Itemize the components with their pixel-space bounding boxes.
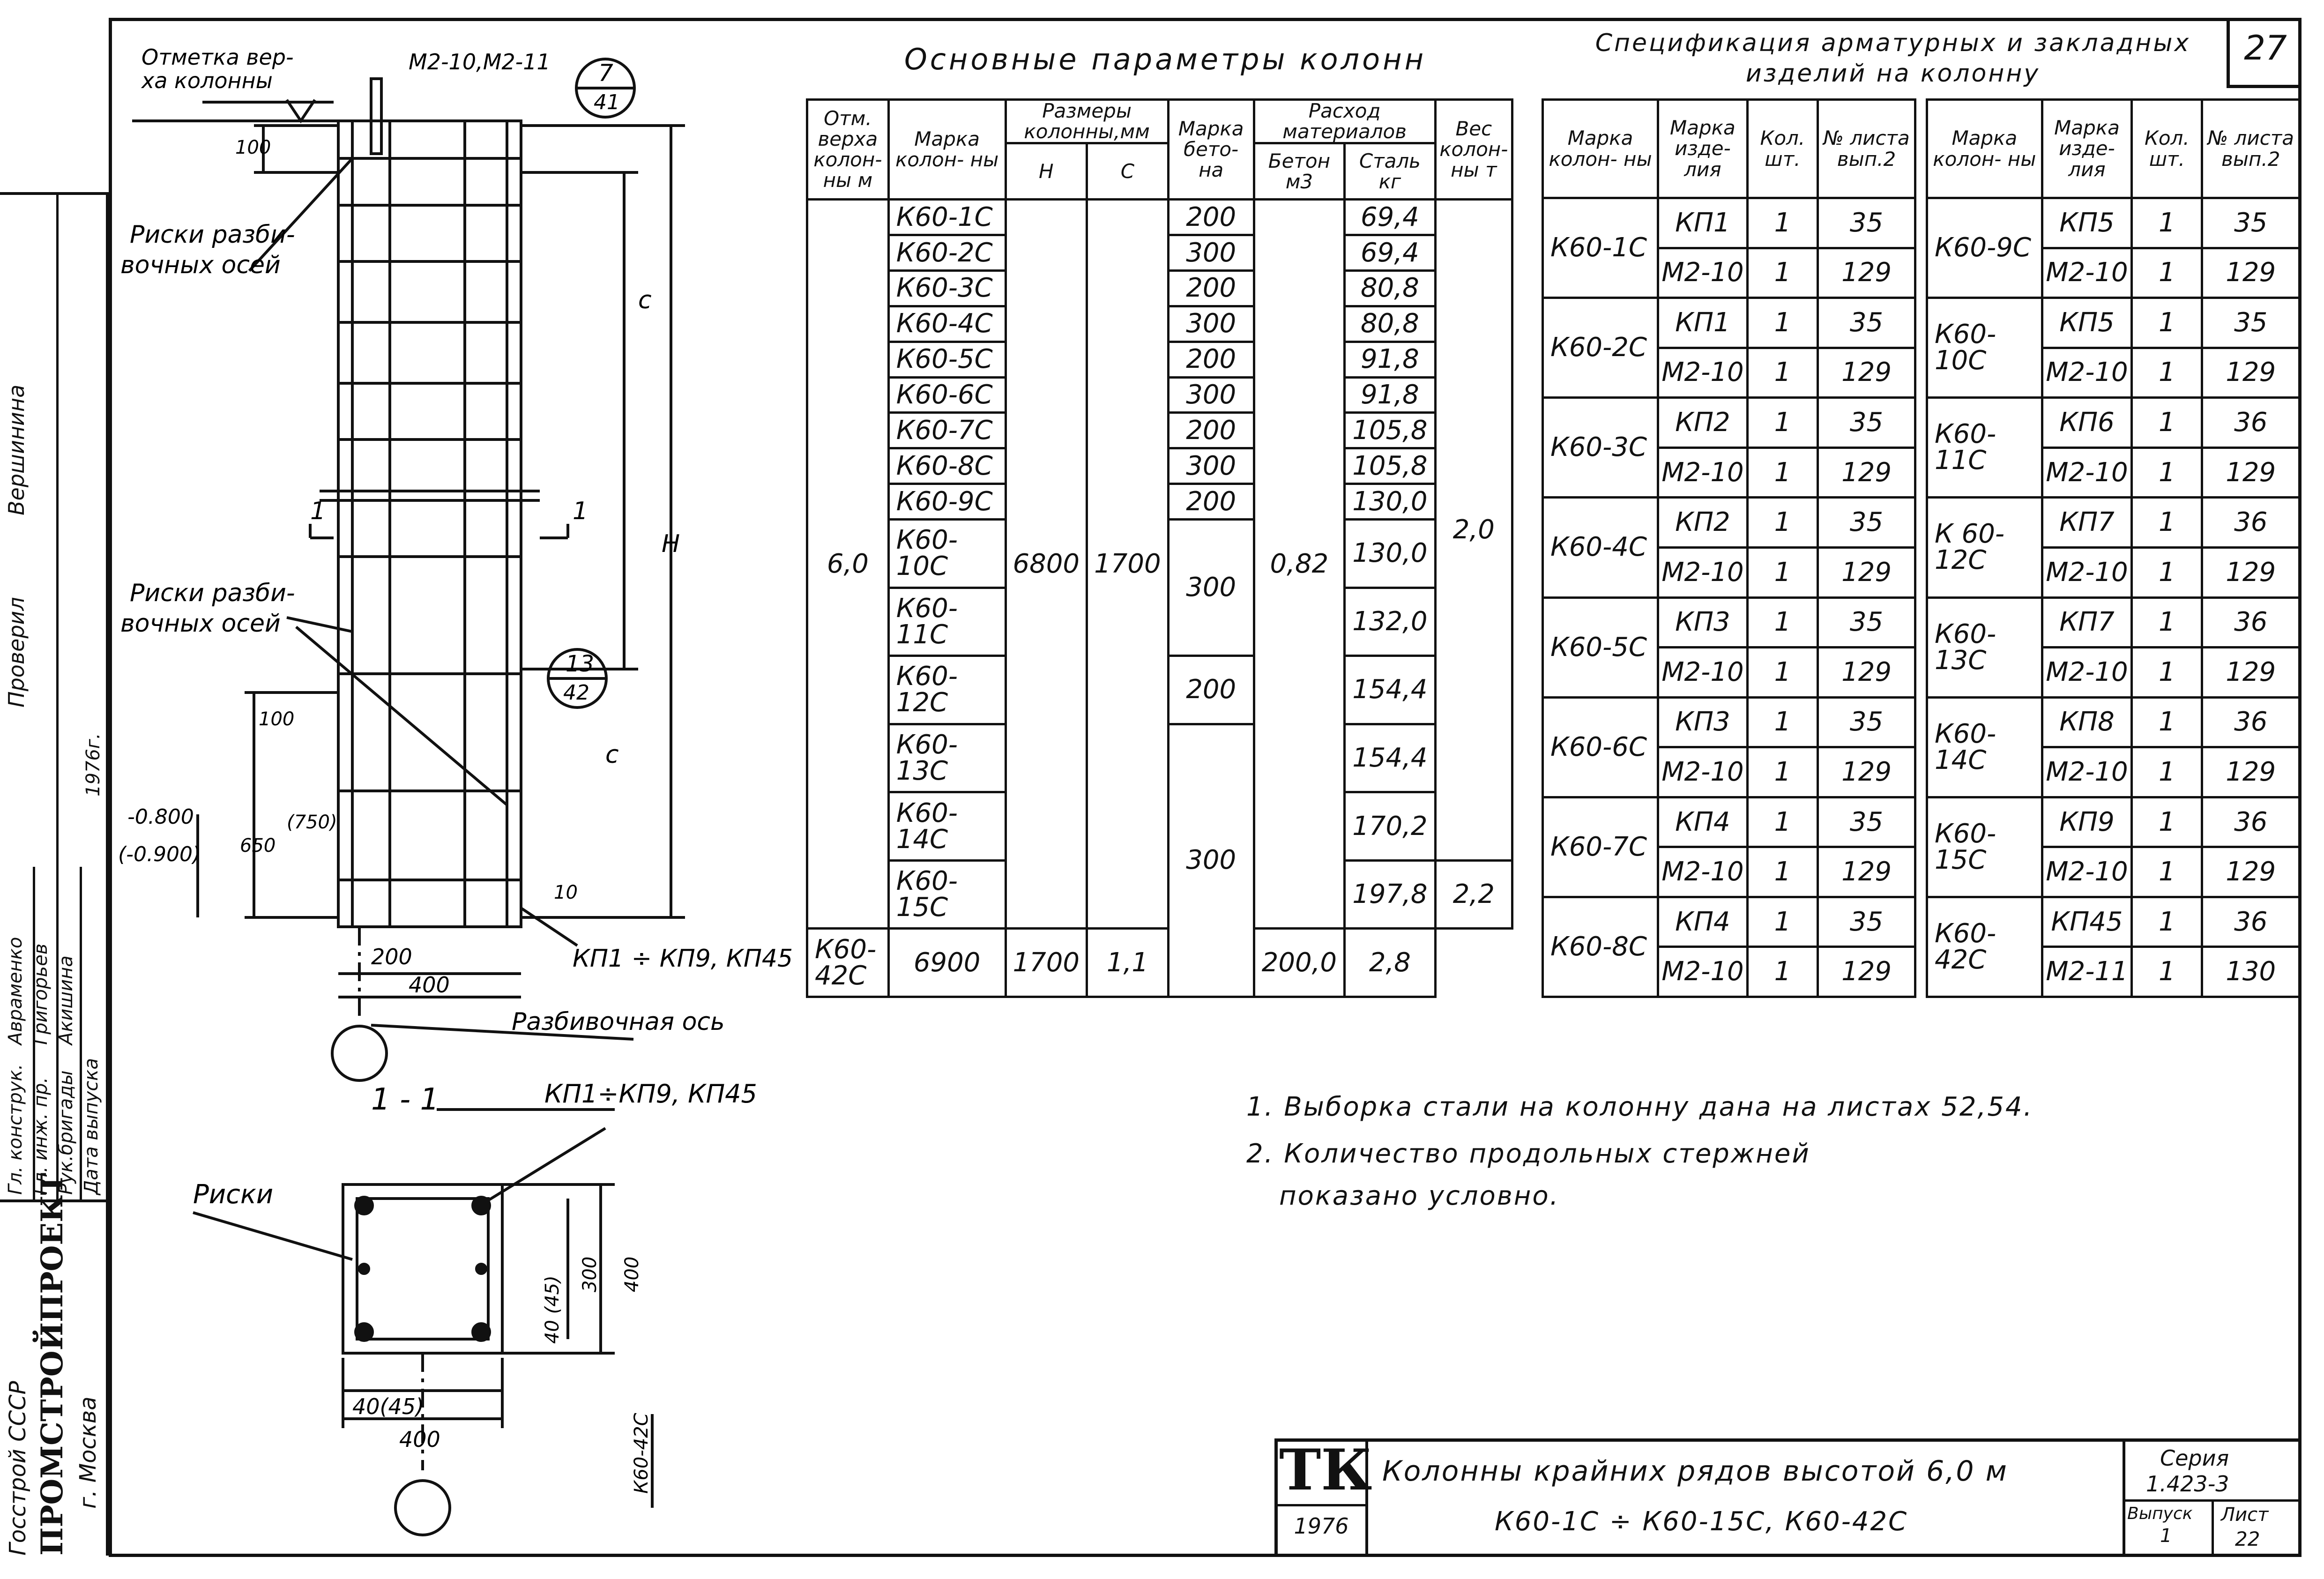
- spec-item: КП3: [1658, 597, 1748, 648]
- column-drawing: [109, 18, 797, 1555]
- spec-sheet: 129: [2202, 847, 2300, 897]
- note-1: 1. Выборка стали на колонну дана на листах 52,54.: [1246, 1092, 2034, 1122]
- spec-sheet: 35: [2202, 298, 2300, 348]
- spec-column-mark: К 60-12С: [1927, 498, 2042, 597]
- mark-cell: К60-11С: [888, 588, 1006, 656]
- k60-42c-label: К60-42С: [631, 1413, 652, 1494]
- spec-row: [1927, 198, 2300, 248]
- spec-item: КП6: [2042, 398, 2132, 448]
- spec-column-mark: К60-5С: [1543, 597, 1658, 697]
- spec-row: [1543, 198, 1915, 248]
- spec-item: М2-10: [2042, 547, 2132, 597]
- title-line-2: К60-1С ÷ К60-15С, К60-42С: [1495, 1506, 1908, 1537]
- kp-label: КП1 ÷ КП9, КП45: [573, 945, 793, 973]
- spec-qty: 1: [2132, 947, 2202, 997]
- spec-sheet: 35: [1818, 597, 1915, 648]
- val-weight: 2,0: [1435, 200, 1512, 861]
- val-top-mark: 6,0: [807, 200, 889, 929]
- spec-sheet: 35: [1818, 897, 1915, 947]
- spec-row: [1543, 398, 1915, 448]
- spec-column-mark: К60-10С: [1927, 298, 2042, 398]
- spec-sheet: 129: [1818, 947, 1915, 997]
- beton-cell: 300: [1168, 306, 1254, 342]
- axis-label: Разбивочная ось: [512, 1008, 725, 1036]
- spec-qty: 1: [2132, 847, 2202, 897]
- spec-sheet: 130: [2202, 947, 2300, 997]
- spec-item: М2-10: [1658, 648, 1748, 698]
- spec-qty: 1: [1747, 248, 1817, 298]
- steel-cell: 197,8: [1345, 860, 1435, 929]
- spec-qty: 1: [2132, 597, 2202, 648]
- beton-cell: 300: [1168, 377, 1254, 413]
- spec-item: М2-11: [2042, 947, 2132, 997]
- hdr-weight: Вес колон- ны т: [1435, 100, 1512, 200]
- issue-divider: [2212, 1499, 2214, 1557]
- dim-10: 10: [554, 882, 578, 903]
- risks-label-1b: вочных осей: [120, 251, 281, 279]
- top-mark-label-1: Отметка вер-: [142, 45, 294, 70]
- mark-cell: К60-6С: [888, 377, 1006, 413]
- spec-qty: 1: [1747, 747, 1817, 797]
- spec-item: КП2: [1658, 398, 1748, 448]
- spec-row: [1927, 298, 2300, 348]
- spec-column-mark: К60-11С: [1927, 398, 2042, 498]
- hdr-c: С: [1087, 143, 1169, 200]
- spec-column-mark: К60-14С: [1927, 697, 2042, 797]
- spec-qty: 1: [1747, 947, 1817, 997]
- spec-qty: 1: [2132, 198, 2202, 248]
- dim-650: 650: [240, 835, 276, 857]
- section-title: 1 - 1: [371, 1082, 439, 1117]
- beton-cell: 300: [1168, 520, 1254, 656]
- val-c: 1700: [1087, 200, 1169, 929]
- circle-mid-num: 13: [566, 651, 595, 677]
- spec-item: КП2: [1658, 498, 1748, 548]
- mark-cell: К60-15С: [888, 860, 1006, 929]
- spec-item: М2-10: [2042, 747, 2132, 797]
- spec-hdr-item: Марка изде- лия: [1658, 100, 1748, 198]
- spec-item: КП8: [2042, 697, 2132, 747]
- beton-cell: 300: [1168, 724, 1254, 997]
- spec-item: М2-10: [1658, 547, 1748, 597]
- spec-sheet: 35: [1818, 797, 1915, 847]
- spec-sheet: 129: [1818, 747, 1915, 797]
- hdr-concrete: Бетон м3: [1254, 143, 1344, 200]
- title-line-1: Колонны крайних рядов высотой 6,0 м: [1382, 1455, 2008, 1488]
- hdr-concrete-mark: Марка бето- на: [1168, 100, 1254, 200]
- hdr-consumption: Расход материалов: [1254, 100, 1435, 143]
- section-kp: КП1÷КП9, КП45: [544, 1079, 757, 1109]
- spec-qty: 1: [1747, 648, 1817, 698]
- spec-row: [1543, 298, 1915, 348]
- spec-qty: 1: [2132, 498, 2202, 548]
- sheet-label: Лист: [2221, 1504, 2269, 1526]
- spec-item: М2-10: [1658, 248, 1748, 298]
- spec-qty: 1: [2132, 747, 2202, 797]
- spec-item: КП7: [2042, 597, 2132, 648]
- spec-sheet: 129: [2202, 648, 2300, 698]
- spec-qty: 1: [1747, 298, 1817, 348]
- steel-cell: 130,0: [1345, 520, 1435, 588]
- risks-label-2b: вочных осей: [120, 610, 281, 638]
- spec-qty: 1: [1747, 897, 1817, 947]
- risks-label-2a: Риски разби-: [130, 579, 295, 607]
- hdr-h: Н: [1006, 143, 1087, 200]
- spec-item: КП1: [1658, 298, 1748, 348]
- val-h: 6800: [1006, 200, 1087, 929]
- title-logo: ТК: [1279, 1437, 1372, 1503]
- spec-table-right: [1926, 98, 2301, 998]
- stamp-col-line: [56, 192, 59, 1199]
- beton-cell: 200: [1168, 484, 1254, 520]
- series-label: Серия: [2160, 1445, 2229, 1471]
- spec-sheet: 35: [1818, 198, 1915, 248]
- spec-column-mark: К60-13С: [1927, 597, 2042, 697]
- spec-title: Спецификация арматурных и закладных изделий на колонну: [1595, 29, 2191, 88]
- spec-qty: 1: [1747, 697, 1817, 747]
- spec-item: КП5: [2042, 198, 2132, 248]
- level-2: (-0.900): [118, 842, 201, 866]
- spec-qty: 1: [1747, 547, 1817, 597]
- spec-sheet: 129: [1818, 648, 1915, 698]
- mark-cell: К60-5С: [888, 342, 1006, 377]
- spec-item: М2-10: [1658, 447, 1748, 498]
- spec-sheet: 129: [1818, 248, 1915, 298]
- val-concrete: 0,82: [1254, 200, 1344, 929]
- hdr-top-mark: Отм. верха колон- ны м: [807, 100, 889, 200]
- beton-cell: 300: [1168, 448, 1254, 484]
- spec-column-mark: К60-3С: [1543, 398, 1658, 498]
- steel-cell: 105,8: [1345, 413, 1435, 448]
- dim-100-mid: 100: [259, 708, 295, 730]
- mark-cell: К60-2С: [888, 235, 1006, 271]
- stamp-checked-name: Вершинина: [4, 384, 29, 515]
- spec-row: [1927, 797, 2300, 847]
- spec-column-mark: К60-6С: [1543, 697, 1658, 797]
- spec-item: КП9: [2042, 797, 2132, 847]
- spec-item: КП1: [1658, 198, 1748, 248]
- mark-cell: К60-4С: [888, 306, 1006, 342]
- spec-column-mark: К60-7С: [1543, 797, 1658, 897]
- spec-hdr-mark: Марка колон- ны: [1543, 100, 1658, 198]
- mark-cell: К60-13С: [888, 724, 1006, 792]
- spec-item: КП5: [2042, 298, 2132, 348]
- spec-sheet: 129: [2202, 547, 2300, 597]
- spec-item: М2-10: [1658, 847, 1748, 897]
- spec-sheet: 35: [2202, 198, 2300, 248]
- mark-cell: К60-8С: [888, 448, 1006, 484]
- spec-sheet: 129: [2202, 747, 2300, 797]
- spec-column-mark: К60-42С: [1927, 897, 2042, 997]
- spec-qty: 1: [1747, 847, 1817, 897]
- spec-qty: 1: [2132, 348, 2202, 398]
- spec-hdr-sheet: № листа вып.2: [2202, 100, 2300, 198]
- spec-qty: 1: [1747, 348, 1817, 398]
- dim-400c: 400: [399, 1427, 440, 1452]
- spec-sheet: 35: [1818, 697, 1915, 747]
- mark-cell: К60-14С: [888, 792, 1006, 861]
- issue-label: Выпуск: [2127, 1504, 2193, 1523]
- steel-cell: 80,8: [1345, 306, 1435, 342]
- spec-sheet: 35: [1818, 398, 1915, 448]
- spec-sheet: 36: [2202, 498, 2300, 548]
- beton-cell: 200: [1168, 656, 1254, 724]
- steel-cell: 69,4: [1345, 200, 1435, 235]
- spec-hdr-item: Марка изде- лия: [2042, 100, 2132, 198]
- stamp-name-2: Григорьев: [30, 943, 52, 1045]
- val-c-42: 1700: [1006, 929, 1087, 997]
- risks-label-1a: Риски разби-: [130, 221, 295, 249]
- params-title: Основные параметры колонн: [904, 42, 1427, 76]
- stamp-org-1: Госстрой СССР: [5, 1381, 31, 1556]
- spec-item: КП45: [2042, 897, 2132, 947]
- spec-column-mark: К60-1С: [1543, 198, 1658, 298]
- spec-sheet: 129: [2202, 348, 2300, 398]
- spec-item: КП7: [2042, 498, 2132, 548]
- steel-cell: 154,4: [1345, 656, 1435, 724]
- dim-400b: 400: [621, 1256, 643, 1292]
- note-2: 2. Количество продольных стержней: [1246, 1139, 1810, 1169]
- spec-row: [1543, 697, 1915, 747]
- section-mark-left: 1: [310, 497, 326, 525]
- dim-h: Н: [662, 530, 680, 558]
- spec-qty: 1: [2132, 447, 2202, 498]
- val-h-42: 6900: [888, 929, 1006, 997]
- stamp-org-3: г. Москва: [75, 1396, 101, 1509]
- beton-cell: 200: [1168, 413, 1254, 448]
- spec-qty: 1: [1747, 498, 1817, 548]
- spec-column-mark: К60-2С: [1543, 298, 1658, 398]
- spec-sheet: 35: [1818, 498, 1915, 548]
- spec-hdr-qty: Кол. шт.: [2132, 100, 2202, 198]
- level-1: -0.800: [127, 805, 194, 829]
- spec-row: [1543, 797, 1915, 847]
- hdr-steel: Сталь кг: [1345, 143, 1435, 200]
- stamp-date: 1976г.: [82, 733, 104, 797]
- spec-sheet: 36: [2202, 697, 2300, 747]
- mark-cell: К60-1С: [888, 200, 1006, 235]
- spec-row: [1543, 597, 1915, 648]
- spec-sheet: 129: [2202, 447, 2300, 498]
- stamp-checked-label: Проверил: [4, 597, 29, 708]
- steel-cell: 91,8: [1345, 377, 1435, 413]
- mark-cell: К60-42С: [807, 929, 889, 997]
- circle-mid-den: 42: [563, 681, 589, 705]
- note-3: показано условно.: [1279, 1181, 1560, 1211]
- spec-column-mark: К60-8С: [1543, 897, 1658, 997]
- dim-200: 200: [371, 944, 412, 969]
- stamp-role-3: Рук.бригады: [55, 1070, 77, 1195]
- dim-40-45b: 40(45): [352, 1394, 424, 1419]
- sheet-value: 22: [2235, 1527, 2260, 1550]
- beton-cell: 300: [1168, 235, 1254, 271]
- spec-item: М2-10: [2042, 248, 2132, 298]
- spec-qty: 1: [1747, 447, 1817, 498]
- weight-42: 2,8: [1345, 929, 1435, 997]
- spec-sheet: 129: [1818, 547, 1915, 597]
- spec-hdr-sheet: № листа вып.2: [1818, 100, 1915, 198]
- spec-sheet: 129: [1818, 348, 1915, 398]
- spec-qty: 1: [1747, 597, 1817, 648]
- spec-item: М2-10: [2042, 847, 2132, 897]
- spec-item: М2-10: [2042, 447, 2132, 498]
- spec-sheet: 36: [2202, 797, 2300, 847]
- spec-row: [1543, 498, 1915, 548]
- column-outline: [338, 121, 521, 927]
- mark-cell: К60-12С: [888, 656, 1006, 724]
- spec-sheet: 129: [1818, 447, 1915, 498]
- steel-cell: 132,0: [1345, 588, 1435, 656]
- steel-cell: 91,8: [1345, 342, 1435, 377]
- spec-qty: 1: [2132, 398, 2202, 448]
- hdr-sizes: Размеры колонны,мм: [1006, 100, 1168, 143]
- spec-column-mark: К60-9С: [1927, 198, 2042, 298]
- spec-sheet: 36: [2202, 398, 2300, 448]
- dim-750: (750): [287, 812, 337, 833]
- val-concrete-42: 1,1: [1087, 929, 1169, 997]
- spec-item: М2-10: [1658, 747, 1748, 797]
- dim-400: 400: [409, 972, 450, 998]
- stamp-role-4: Дата выпуска: [81, 1058, 102, 1195]
- spec-column-mark: К60-4С: [1543, 498, 1658, 597]
- spec-item: КП4: [1658, 797, 1748, 847]
- circle-top-num: 7: [598, 60, 613, 87]
- stamp-role-2: Гл. инж. пр.: [30, 1077, 52, 1195]
- spec-qty: 1: [2132, 897, 2202, 947]
- stamp-role-1: Гл. конструк.: [5, 1064, 26, 1195]
- issue-value: 1: [2160, 1525, 2172, 1547]
- params-table: [806, 98, 1513, 998]
- spec-qty: 1: [2132, 298, 2202, 348]
- spec-sheet: 35: [1818, 298, 1915, 348]
- dim-100-top: 100: [235, 137, 271, 158]
- steel-cell: 80,8: [1345, 270, 1435, 306]
- spec-sheet: 129: [1818, 847, 1915, 897]
- series-value: 1.423-3: [2146, 1471, 2229, 1497]
- steel-cell: 154,4: [1345, 724, 1435, 792]
- title-year: 1976: [1294, 1513, 1349, 1539]
- beton-cell: 200: [1168, 342, 1254, 377]
- stamp-name-1: Авраменко: [5, 937, 26, 1045]
- circle-top-den: 41: [594, 90, 620, 114]
- title-logo-divider: [1274, 1504, 1368, 1506]
- spec-qty: 1: [1747, 198, 1817, 248]
- dim-c-bottom: с: [605, 741, 619, 769]
- stamp-org-2: ПРОМСТРОЙПРОЕКТ: [35, 1173, 70, 1556]
- dim-300: 300: [579, 1256, 601, 1292]
- spec-qty: 1: [2132, 648, 2202, 698]
- spec-hdr-mark: Марка колон- ны: [1927, 100, 2042, 198]
- spec-item: М2-10: [2042, 648, 2132, 698]
- spec-row: [1927, 597, 2300, 648]
- spec-qty: 1: [2132, 797, 2202, 847]
- spec-item: КП4: [1658, 897, 1748, 947]
- spec-sheet: 36: [2202, 597, 2300, 648]
- spec-row: [1927, 498, 2300, 548]
- spec-qty: 1: [1747, 398, 1817, 448]
- spec-column-mark: К60-15С: [1927, 797, 2042, 897]
- spec-qty: 1: [1747, 797, 1817, 847]
- spec-hdr-qty: Кол. шт.: [1747, 100, 1817, 198]
- spec-item: М2-10: [1658, 947, 1748, 997]
- spec-row: [1927, 697, 2300, 747]
- steel-cell: 130,0: [1345, 484, 1435, 520]
- mark-cell: К60-9С: [888, 484, 1006, 520]
- spec-table-left: [1542, 98, 1916, 998]
- spec-qty: 1: [2132, 547, 2202, 597]
- spec-row: [1927, 398, 2300, 448]
- beton-cell: 200: [1168, 200, 1254, 235]
- spec-item: М2-10: [1658, 348, 1748, 398]
- beton-cell: 200: [1168, 270, 1254, 306]
- top-ref: М2-10,М2-11: [409, 49, 551, 74]
- spec-qty: 1: [2132, 248, 2202, 298]
- sheet-number: 27: [2244, 28, 2287, 67]
- mark-cell: К60-7С: [888, 413, 1006, 448]
- dim-c-top: с: [638, 286, 652, 314]
- spec-sheet: 129: [2202, 248, 2300, 298]
- weight-15: 2,2: [1435, 860, 1512, 929]
- dim-40-45: 40 (45): [542, 1275, 563, 1344]
- steel-cell: 170,2: [1345, 792, 1435, 861]
- top-mark-label-2: ха колонны: [142, 68, 273, 93]
- spec-item: КП3: [1658, 697, 1748, 747]
- spec-qty: 1: [2132, 697, 2202, 747]
- spec-sheet: 36: [2202, 897, 2300, 947]
- spec-row: [1543, 897, 1915, 947]
- hdr-mark: Марка колон- ны: [888, 100, 1006, 200]
- steel-cell: 69,4: [1345, 235, 1435, 271]
- spec-item: М2-10: [2042, 348, 2132, 398]
- section-mark-right: 1: [573, 497, 588, 525]
- mark-cell: К60-10С: [888, 520, 1006, 588]
- mark-cell: К60-3С: [888, 270, 1006, 306]
- section-risks: Риски: [193, 1179, 274, 1210]
- steel-cell: 200,0: [1254, 929, 1344, 997]
- spec-row: [1927, 897, 2300, 947]
- steel-cell: 105,8: [1345, 448, 1435, 484]
- stamp-name-3: Акишина: [55, 955, 77, 1045]
